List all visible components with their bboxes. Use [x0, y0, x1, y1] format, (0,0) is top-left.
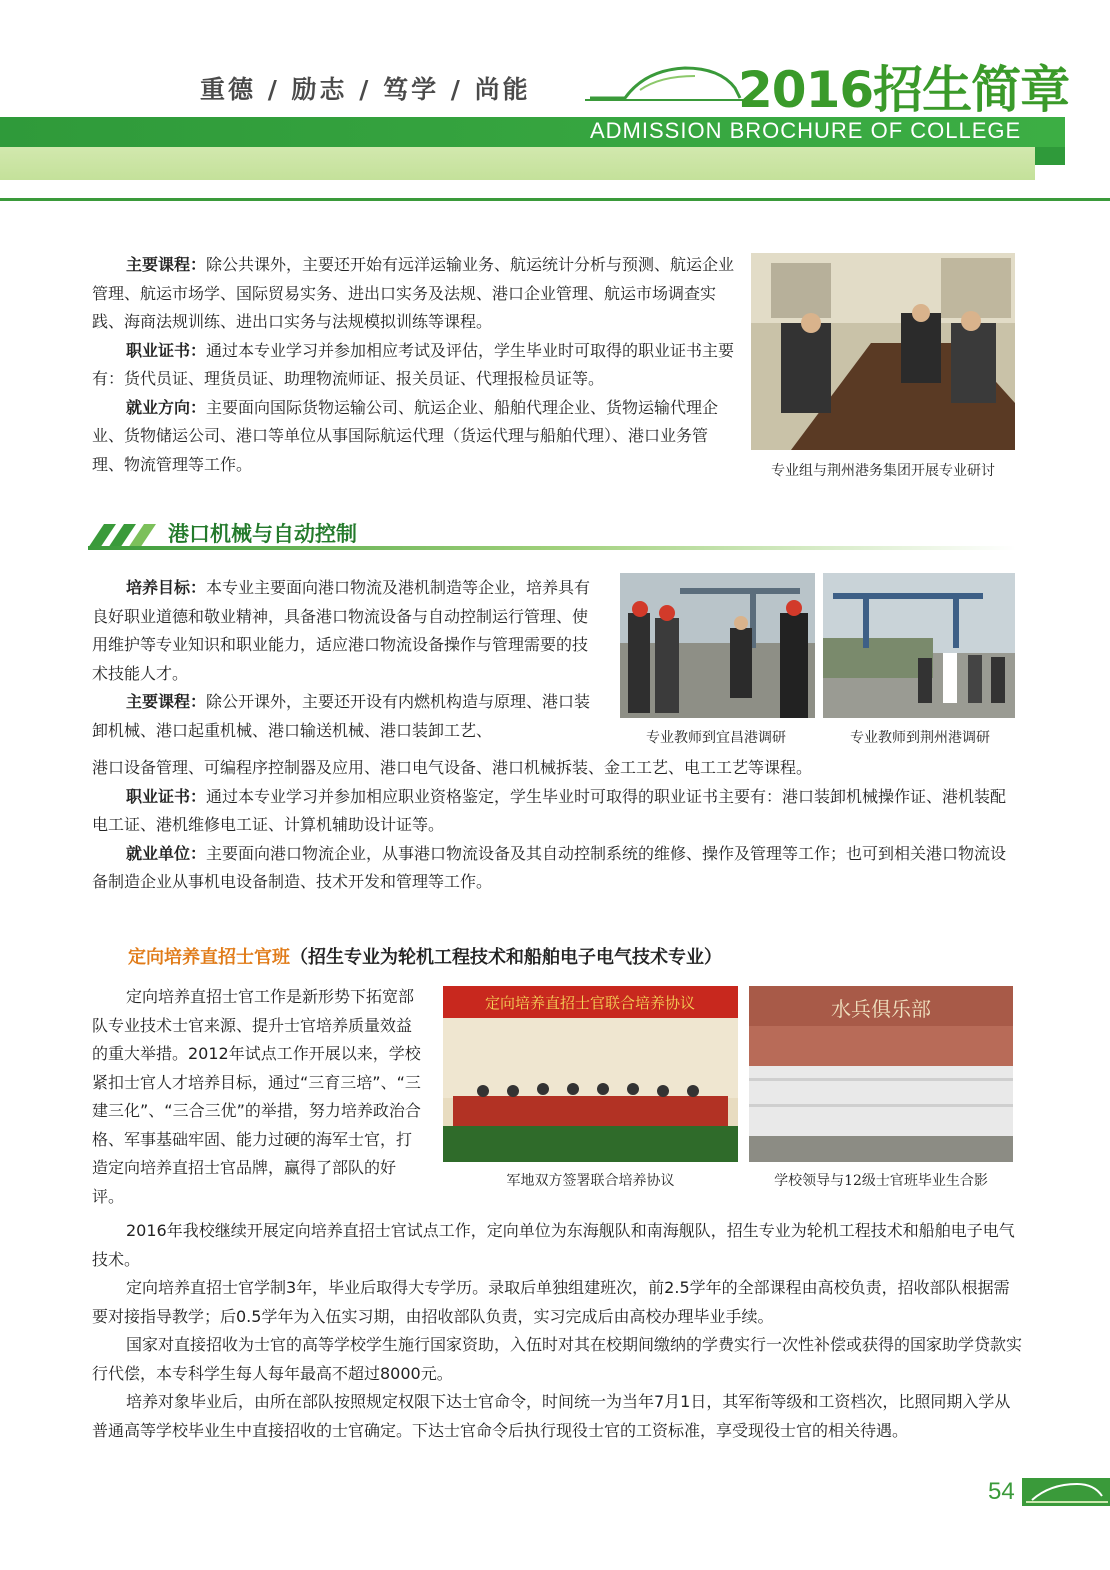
- page-number: 54: [988, 1478, 1015, 1505]
- section3-intro: 定向培养直招士官工作是新形势下拓宽部队专业技术士官来源、提升士官培养质量效益的重大举措。2012年试点工作开展以来，学校紧扣士官人才培养目标，通过“三育三培”、“三建三化”、“三合三优”的举措，努力培养政治合格、军事基础牢固、能力过硬的海军士官，打造定向培养直招士官品牌，赢得了部队的好评。: [92, 987, 421, 1206]
- s1-course-text: 除公共课外，主要还开始有远洋运输业务、航运统计分析与预测、航运企业管理、航运市场学、国际贸易实务、进出口实务及法规、港口企业管理、航运市场调查实践、海商法规训练、进出口实务与法规模拟训练等课程。: [92, 255, 735, 331]
- section2-text-top: [92, 574, 597, 745]
- section2-rule: [88, 546, 1016, 550]
- s1-cert-text: 通过本专业学习并参加相应考试及评估，学生毕业时可取得的职业证书主要有：货代员证、理货员证、助理物流师证、报关员证、代理报检员证等。: [92, 340, 735, 388]
- s2-job-text: 主要面向港口物流企业，从事港口物流设备及其自动控制系统的维修、操作及管理等工作；也可到相关港口物流设备制造企业从事机电设备制造、技术开发和管理等工作。: [92, 843, 1007, 891]
- meeting-room-photo: [751, 253, 1015, 450]
- building-sign: 水兵俱乐部: [831, 997, 931, 1021]
- signing-ceremony-photo: [443, 986, 738, 1162]
- s2-goal-label: 培养目标：: [126, 578, 207, 597]
- header-subtitle: ADMISSION BROCHURE OF COLLEGE: [590, 118, 1022, 143]
- section3-body: [92, 1217, 1022, 1445]
- footer-car-icon: [1022, 1478, 1110, 1506]
- s3-caption-signing: 军地双方签署联合培养协议: [506, 1173, 675, 1189]
- jingzhou-port-photo: [823, 573, 1015, 718]
- header-year-title: 2016招生简章: [738, 61, 1070, 119]
- s2-goal-text: 本专业主要面向港口物流及港机制造等企业，培养具有良好职业道德和敬业精神，具备港口物流设备与自动控制运行管理、使用维护等专业知识和职业能力，适应港口物流设备操作与管理需要的技术技能人才。: [92, 578, 591, 683]
- s1-job-text: 主要面向国际货物运输公司、航运企业、船舶代理企业、货物运输代理企业、货物储运公司、港口等单位从事国际航运代理（货运代理与船舶代理）、港口业务管理、物流管理等工作。: [92, 397, 719, 474]
- yichang-port-photo: [620, 573, 815, 718]
- s2-caption-jingzhou: 专业教师到荆州港调研: [850, 730, 990, 746]
- s3-caption-graduation: 学校领导与12级士官班毕业生合影: [774, 1173, 988, 1189]
- section3-title: [128, 943, 722, 969]
- s2-course-text-b: 港口设备管理、可编程序控制器及应用、港口电气设备、港口机械拆装、金工工艺、电工工艺等课程。: [92, 758, 813, 777]
- s1-course-label: 主要课程：: [126, 255, 207, 274]
- s3-paragraph-2: 2016年我校继续开展定向培养直招士官试点工作，定向单位为东海舰队和南海舰队，招生专业为轮机工程技术和船舶电子电气技术。: [92, 1221, 1015, 1269]
- s3-paragraph-5: 培养对象毕业后，由所在部队按照规定权限下达士官命令，时间统一为当年7月1日，其军衔等级和工资档次，比照同期入学从普通高等学校毕业生中直接招收的士官确定。下达士官命令后执行现役士官的工资标准，享受现役士官的相关待遇。: [92, 1392, 1011, 1440]
- banner-text: 定向培养直招士官联合培养协议: [484, 994, 696, 1012]
- section3-title-rest: （招生专业为轮机工程技术和船舶电子电气技术专业）: [290, 947, 722, 968]
- s2-caption-yichang: 专业教师到宜昌港调研: [646, 730, 786, 746]
- s2-cert-text: 通过本专业学习并参加相应职业资格鉴定，学生毕业时可取得的职业证书主要有：港口装卸机械操作证、港机装配电工证、港机维修电工证、计算机辅助设计证等。: [92, 786, 1007, 834]
- s1-job-label: 就业方向：: [126, 397, 207, 417]
- s2-course-text-a: 除公开课外，主要还开设有内燃机构造与原理、港口装卸机械、港口起重机械、港口输送机械、港口装卸工艺、: [92, 692, 591, 740]
- s3-paragraph-4: 国家对直接招收为士官的高等学校学生施行国家资助，入伍时对其在校期间缴纳的学费实行一次性补偿或获得的国家助学贷款实行代偿，本专科学生每人每年最高不超过8000元。: [92, 1335, 1023, 1383]
- car-outline-icon: [585, 60, 745, 105]
- s3-paragraph-3: 定向培养直招士官学制3年，毕业后取得大专学历。录取后单独组建班次，前2.5学年的全部课程由高校负责，招收部队根据需要对接指导教学；后0.5学年为入伍实习期，由招收部队负责，实习完成后由高校办理毕业手续。: [92, 1278, 1010, 1326]
- s2-cert-label: 职业证书：: [126, 786, 207, 806]
- header-band-corner: [1035, 147, 1065, 165]
- header-motto: 重德 / 励志 / 笃学 / 尚能: [200, 75, 531, 104]
- s1-photo-caption: 专业组与荆州港务集团开展专业研讨: [771, 463, 995, 479]
- s2-course-label: 主要课程：: [126, 692, 207, 711]
- s2-job-label: 就业单位：: [126, 843, 207, 863]
- graduation-group-photo: [749, 986, 1013, 1162]
- section2-title: 港口机械与自动控制: [168, 522, 357, 546]
- s1-cert-label: 职业证书：: [126, 340, 207, 360]
- section3-title-highlight: 定向培养直招士官班: [128, 947, 290, 968]
- section2-text-bottom: [92, 754, 1022, 897]
- header-rule: [0, 198, 1110, 201]
- section1-text: [92, 251, 738, 479]
